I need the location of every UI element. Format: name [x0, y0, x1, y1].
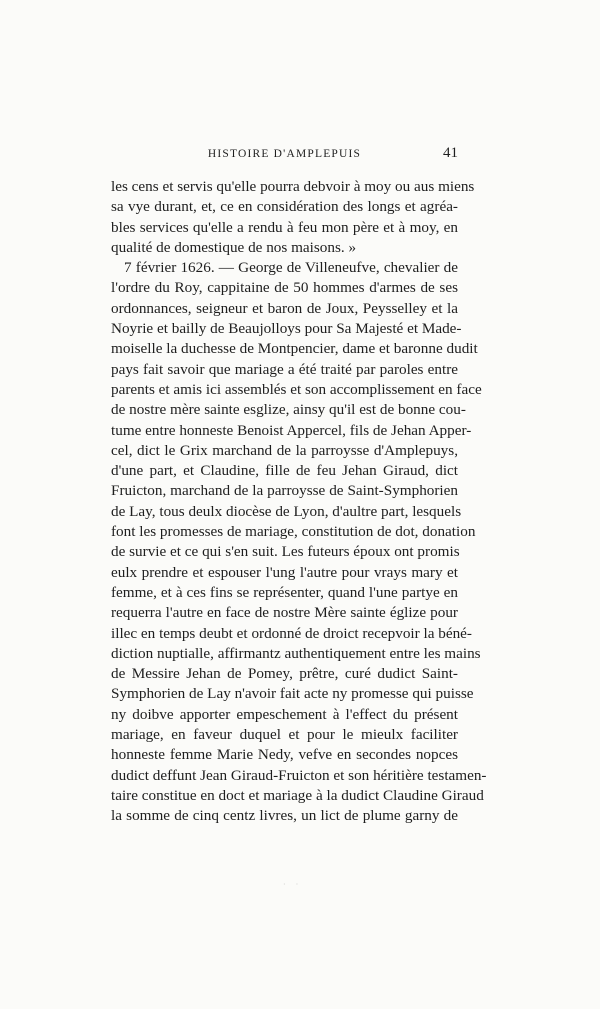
text-line: cel, dict le Grix marchand de la parroysse d'Amplepuys, [111, 441, 458, 459]
text-line: bles services qu'elle a rendu à feu mon père et à moy, en [111, 218, 458, 236]
text-line: requerra l'autre en face de nostre Mère sainte églize pour [111, 604, 458, 622]
running-title: HISTOIRE D'AMPLEPUIS [207, 148, 362, 160]
text-line: parents et amis ici assemblés et son accomplissement en face [111, 380, 482, 398]
text-line: de survie et ce qui s'en suit. Les futeurs époux ont promis [111, 543, 460, 561]
text-line: tume entre honneste Benoist Appercel, fils de Jehan Apper- [111, 421, 472, 439]
text-line: de nostre mère sainte esglize, ainsy qu'il est de bonne cou- [111, 401, 466, 419]
text-line: les cens et servis qu'elle pourra debvoir à moy ou aus miens [111, 178, 475, 195]
text-line: ny doibve apporter empeschement à l'effect du présent [111, 705, 458, 723]
text-line: font les promesses de mariage, constitution de dot, donation [111, 523, 476, 541]
body-text [111, 177, 487, 827]
text-line: Noyrie et bailly de Beaujolloys pour Sa Majesté et Made- [111, 320, 462, 338]
text-line: honneste femme Marie Nedy, vefve en secondes nopces [111, 746, 458, 764]
text-line: femme, et à ces fins se représenter, quand l'une partye en [111, 583, 458, 601]
text-line: taire constitue en doct et mariage à la dudict Claudine Giraud [111, 786, 484, 804]
text-line: de Lay, tous deulx diocèse de Lyon, d'aultre part, lesquels [111, 502, 462, 520]
text-line: mariage, en faveur duquel et pour le mieulx faciliter [111, 726, 458, 744]
text-line: dudict deffunt Jean Giraud-Fruicton et son héritière testamen- [111, 766, 487, 784]
text-line: pays fait savoir que mariage a été traité par paroles entre [111, 360, 458, 378]
page-number: 41 [443, 145, 458, 161]
text-line: eulx prendre et espouser l'ung l'autre pour vrays mary et [111, 563, 458, 581]
text-line: illec en temps deubt et ordonné de droict recepvoir la béné- [111, 624, 472, 642]
text-line: diction nuptialle, affirmantz authentiquement entre les mains [111, 644, 481, 662]
text-line: 7 février 1626. — George de Villeneufve, chevalier de [124, 259, 458, 277]
text-line: d'une part, et Claudine, fille de feu Jehan Giraud, dict [111, 462, 458, 480]
text-line: la somme de cinq centz livres, un lict de plume garny de [111, 807, 458, 825]
text-line: moiselle la duchesse de Montpencier, dame et baronne dudit [111, 340, 478, 358]
text-line: sa vye durant, et, ce en considération des longs et agréa- [111, 198, 458, 216]
paper-speck: · · [283, 880, 303, 889]
text-line: de Messire Jehan de Pomey, prêtre, curé dudict Saint- [111, 665, 458, 683]
page-header [111, 145, 458, 168]
text-line: qualité de domestique de nos maisons. » [111, 238, 357, 256]
text-line: l'ordre du Roy, cappitaine de 50 hommes d'armes de ses [111, 279, 458, 297]
text-line: Symphorien de Lay n'avoir fait acte ny promesse qui puisse [111, 685, 474, 703]
text-line: ordonnances, seigneur et baron de Joux, Peysselley et la [111, 299, 458, 317]
text-line: Fruicton, marchand de la parroysse de Saint-Symphorien [111, 482, 458, 500]
